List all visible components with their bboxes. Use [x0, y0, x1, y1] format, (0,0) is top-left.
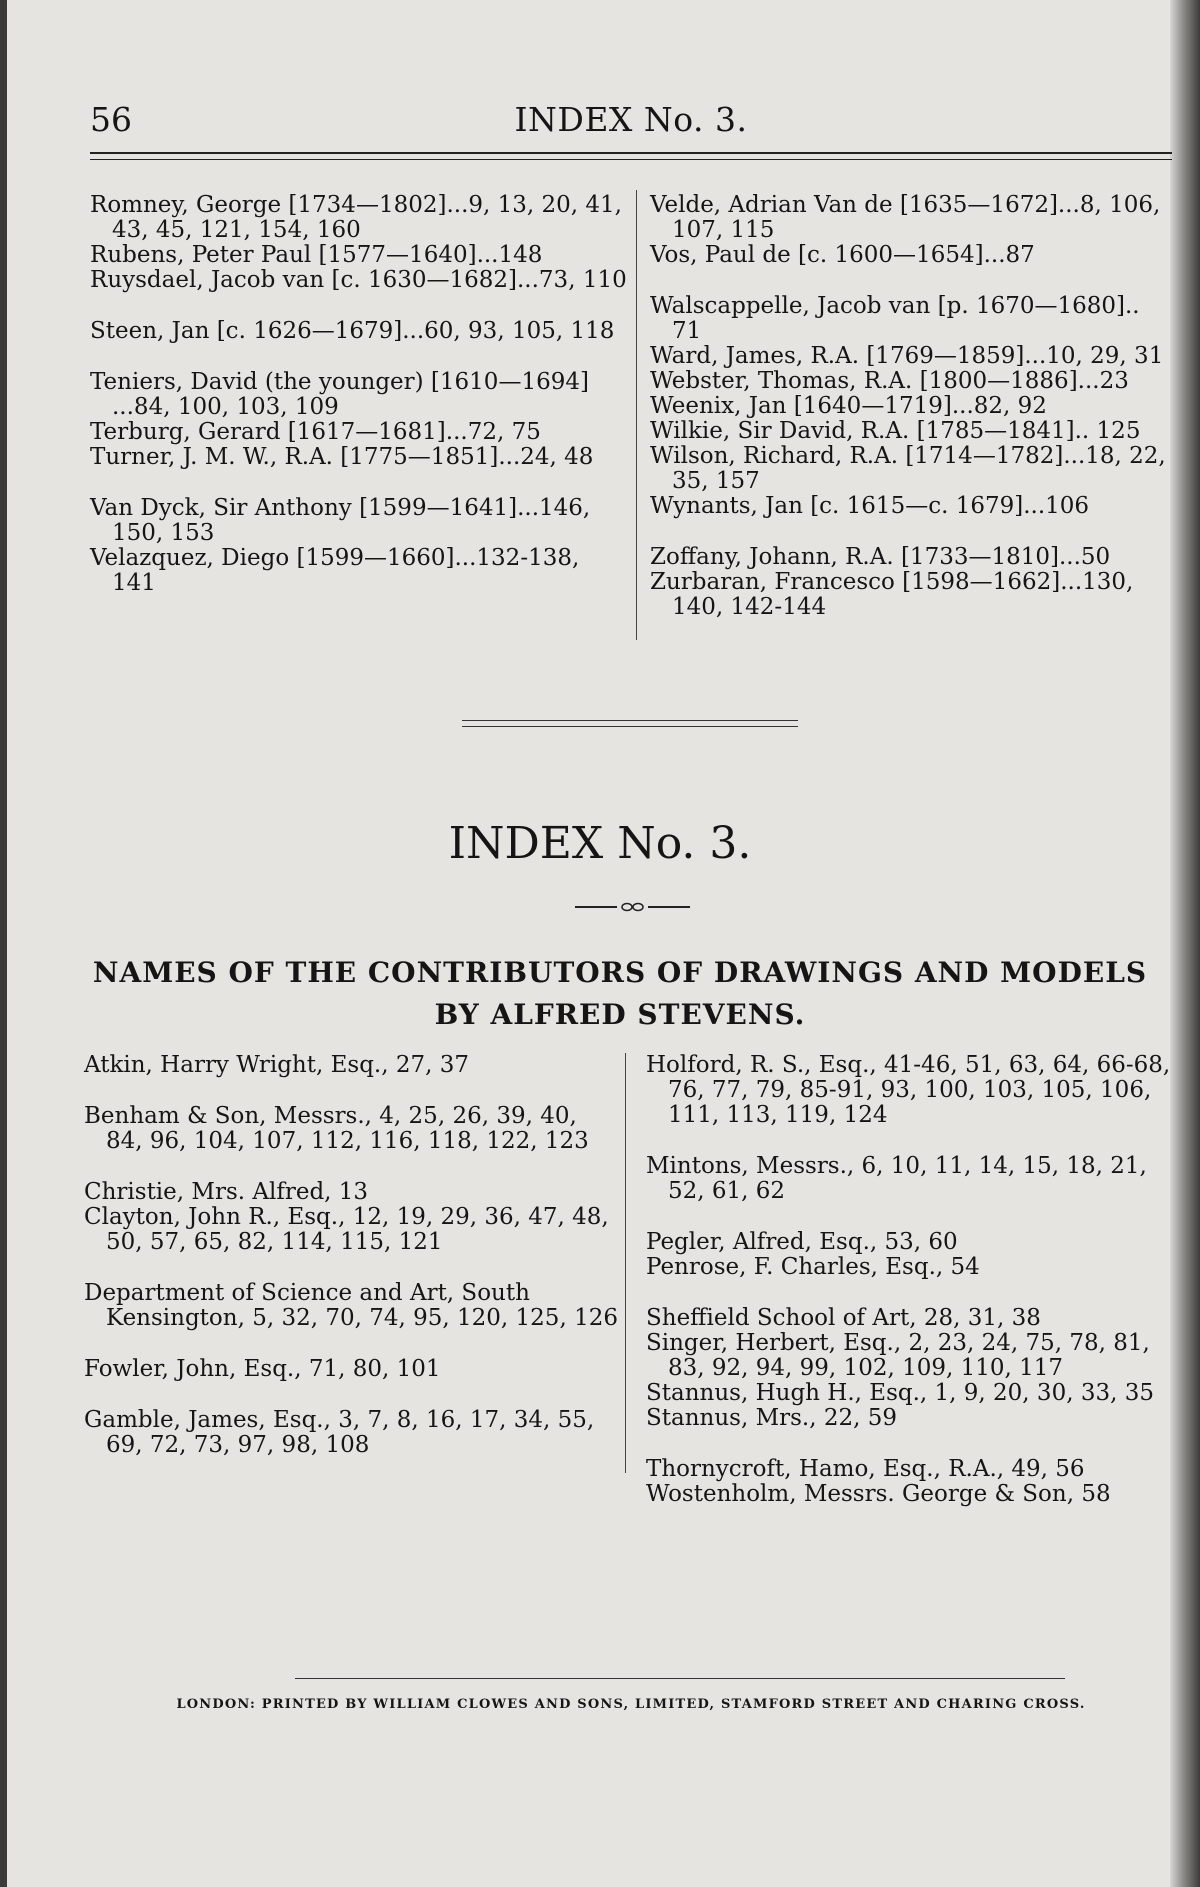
index-entry: Zurbaran, Francesco [1598—1662]...130, 140, 142-144: [650, 569, 1134, 620]
index-entry: Weenix, Jan [1640—1719]...82, 92: [650, 393, 1047, 419]
index-entry: Wilson, Richard, R.A. [1714—1782]...18, 22, 35, 157: [650, 443, 1166, 494]
index-entry: Van Dyck, Sir Anthony [1599—1641]...146, 150, 153: [90, 495, 591, 546]
section-divider-rule: [462, 720, 798, 727]
index-entry: Romney, George [1734—1802]...9, 13, 20, 41, 43, 45, 121, 154, 160: [90, 192, 622, 243]
group-spacer: [84, 1331, 619, 1357]
index-entry: Christie, Mrs. Alfred, 13: [84, 1179, 369, 1205]
index-entry: Atkin, Harry Wright, Esq., 27, 37: [84, 1052, 470, 1078]
page-number: 56: [90, 100, 132, 139]
header-rule: [90, 152, 1172, 160]
index-entry: Stannus, Hugh H., Esq., 1, 9, 20, 30, 33, 35: [646, 1380, 1154, 1406]
index-entry: Velde, Adrian Van de [1635—1672]...8, 106, 107, 115: [650, 192, 1161, 243]
contributors-column-divider: [625, 1053, 626, 1473]
group-spacer: [650, 268, 1175, 294]
page-binding-edge: [0, 0, 7, 1887]
index-entry: Holford, R. S., Esq., 41-46, 51, 63, 64, 66-68, 76, 77, 79, 85-91, 93, 100, 103, 105, 106, 111, 113, 119, 124: [646, 1052, 1171, 1128]
section-title: INDEX No. 3.: [448, 818, 752, 869]
index-entry: Stannus, Mrs., 22, 59: [646, 1405, 898, 1431]
index-entry: Velazquez, Diego [1599—1660]...132-138, 141: [90, 545, 580, 596]
group-spacer: [646, 1128, 1176, 1154]
index-entry: Department of Science and Art, South Kensington, 5, 32, 70, 74, 95, 120, 125, 126: [84, 1280, 618, 1331]
index-entry: Teniers, David (the younger) [1610—1694] ...84, 100, 103, 109: [90, 369, 589, 420]
printer-imprint: LONDON: PRINTED BY WILLIAM CLOWES AND SONS, LIMITED, STAMFORD STREET AND CHARING CROSS.: [176, 1697, 1086, 1712]
index-entry: Wynants, Jan [c. 1615—c. 1679]...106: [650, 493, 1090, 519]
index-entry: Ward, James, R.A. [1769—1859]...10, 29, 31: [650, 343, 1164, 369]
index-entry: Gamble, James, Esq., 3, 7, 8, 16, 17, 34, 55, 69, 72, 73, 97, 98, 108: [84, 1407, 595, 1458]
index-entry: Fowler, John, Esq., 71, 80, 101: [84, 1356, 441, 1382]
index-entry: Sheffield School of Art, 28, 31, 38: [646, 1305, 1041, 1331]
ornament-flourish-icon: [575, 900, 690, 914]
group-spacer: [84, 1382, 619, 1408]
index-entry: Benham & Son, Messrs., 4, 25, 26, 39, 40, 84, 96, 104, 107, 112, 116, 118, 122, 123: [84, 1103, 589, 1154]
index-entry: Mintons, Messrs., 6, 10, 11, 14, 15, 18, 21, 52, 61, 62: [646, 1153, 1147, 1204]
index-entry: Wilkie, Sir David, R.A. [1785—1841].. 125: [650, 418, 1141, 444]
section-subtitle: [60, 952, 1180, 1036]
upper-column-divider: [636, 190, 637, 640]
subtitle-line-1: NAMES OF THE CONTRIBUTORS OF DRAWINGS AND MODELS: [92, 956, 1148, 989]
upper-index-right-column: [650, 193, 1175, 620]
group-spacer: [84, 1255, 619, 1281]
index-entry: Penrose, F. Charles, Esq., 54: [646, 1254, 980, 1280]
group-spacer: [84, 1154, 619, 1180]
index-entry: Thornycroft, Hamo, Esq., R.A., 49, 56: [646, 1456, 1085, 1482]
upper-index-left-column: [90, 193, 630, 596]
index-entry: Rubens, Peter Paul [1577—1640]...148: [90, 242, 543, 268]
contributors-left-column: [84, 1053, 619, 1458]
subtitle-line-2: BY ALFRED STEVENS.: [434, 998, 806, 1031]
index-entry: Clayton, John R., Esq., 12, 19, 29, 36, 47, 48, 50, 57, 65, 82, 114, 115, 121: [84, 1204, 609, 1255]
group-spacer: [646, 1280, 1176, 1306]
index-entry: Zoffany, Johann, R.A. [1733—1810]...50: [650, 544, 1111, 570]
group-spacer: [84, 1078, 619, 1104]
group-spacer: [646, 1431, 1176, 1457]
group-spacer: [646, 1204, 1176, 1230]
index-entry: Ruysdael, Jacob van [c. 1630—1682]...73, 110: [90, 267, 627, 293]
running-head: [90, 100, 1172, 150]
index-entry: Pegler, Alfred, Esq., 53, 60: [646, 1229, 958, 1255]
contributors-right-column: [646, 1053, 1176, 1507]
index-entry: Singer, Herbert, Esq., 2, 23, 24, 75, 78, 81, 83, 92, 94, 99, 102, 109, 110, 117: [646, 1330, 1150, 1381]
index-entry: Terburg, Gerard [1617—1681]...72, 75: [90, 419, 541, 445]
index-entry: Steen, Jan [c. 1626—1679]...60, 93, 105, 118: [90, 318, 615, 344]
imprint-rule: [295, 1678, 1065, 1679]
index-entry: Turner, J. M. W., R.A. [1775—1851]...24, 48: [90, 444, 594, 470]
index-entry: Vos, Paul de [c. 1600—1654]...87: [650, 242, 1035, 268]
index-entry: Webster, Thomas, R.A. [1800—1886]...23: [650, 368, 1129, 394]
group-spacer: [90, 293, 630, 319]
group-spacer: [650, 519, 1175, 545]
running-title: INDEX No. 3.: [514, 100, 748, 139]
index-entry: Wostenholm, Messrs. George & Son, 58: [646, 1481, 1111, 1507]
group-spacer: [90, 344, 630, 370]
index-entry: Walscappelle, Jacob van [p. 1670—1680].. 71: [650, 293, 1140, 344]
group-spacer: [90, 470, 630, 496]
